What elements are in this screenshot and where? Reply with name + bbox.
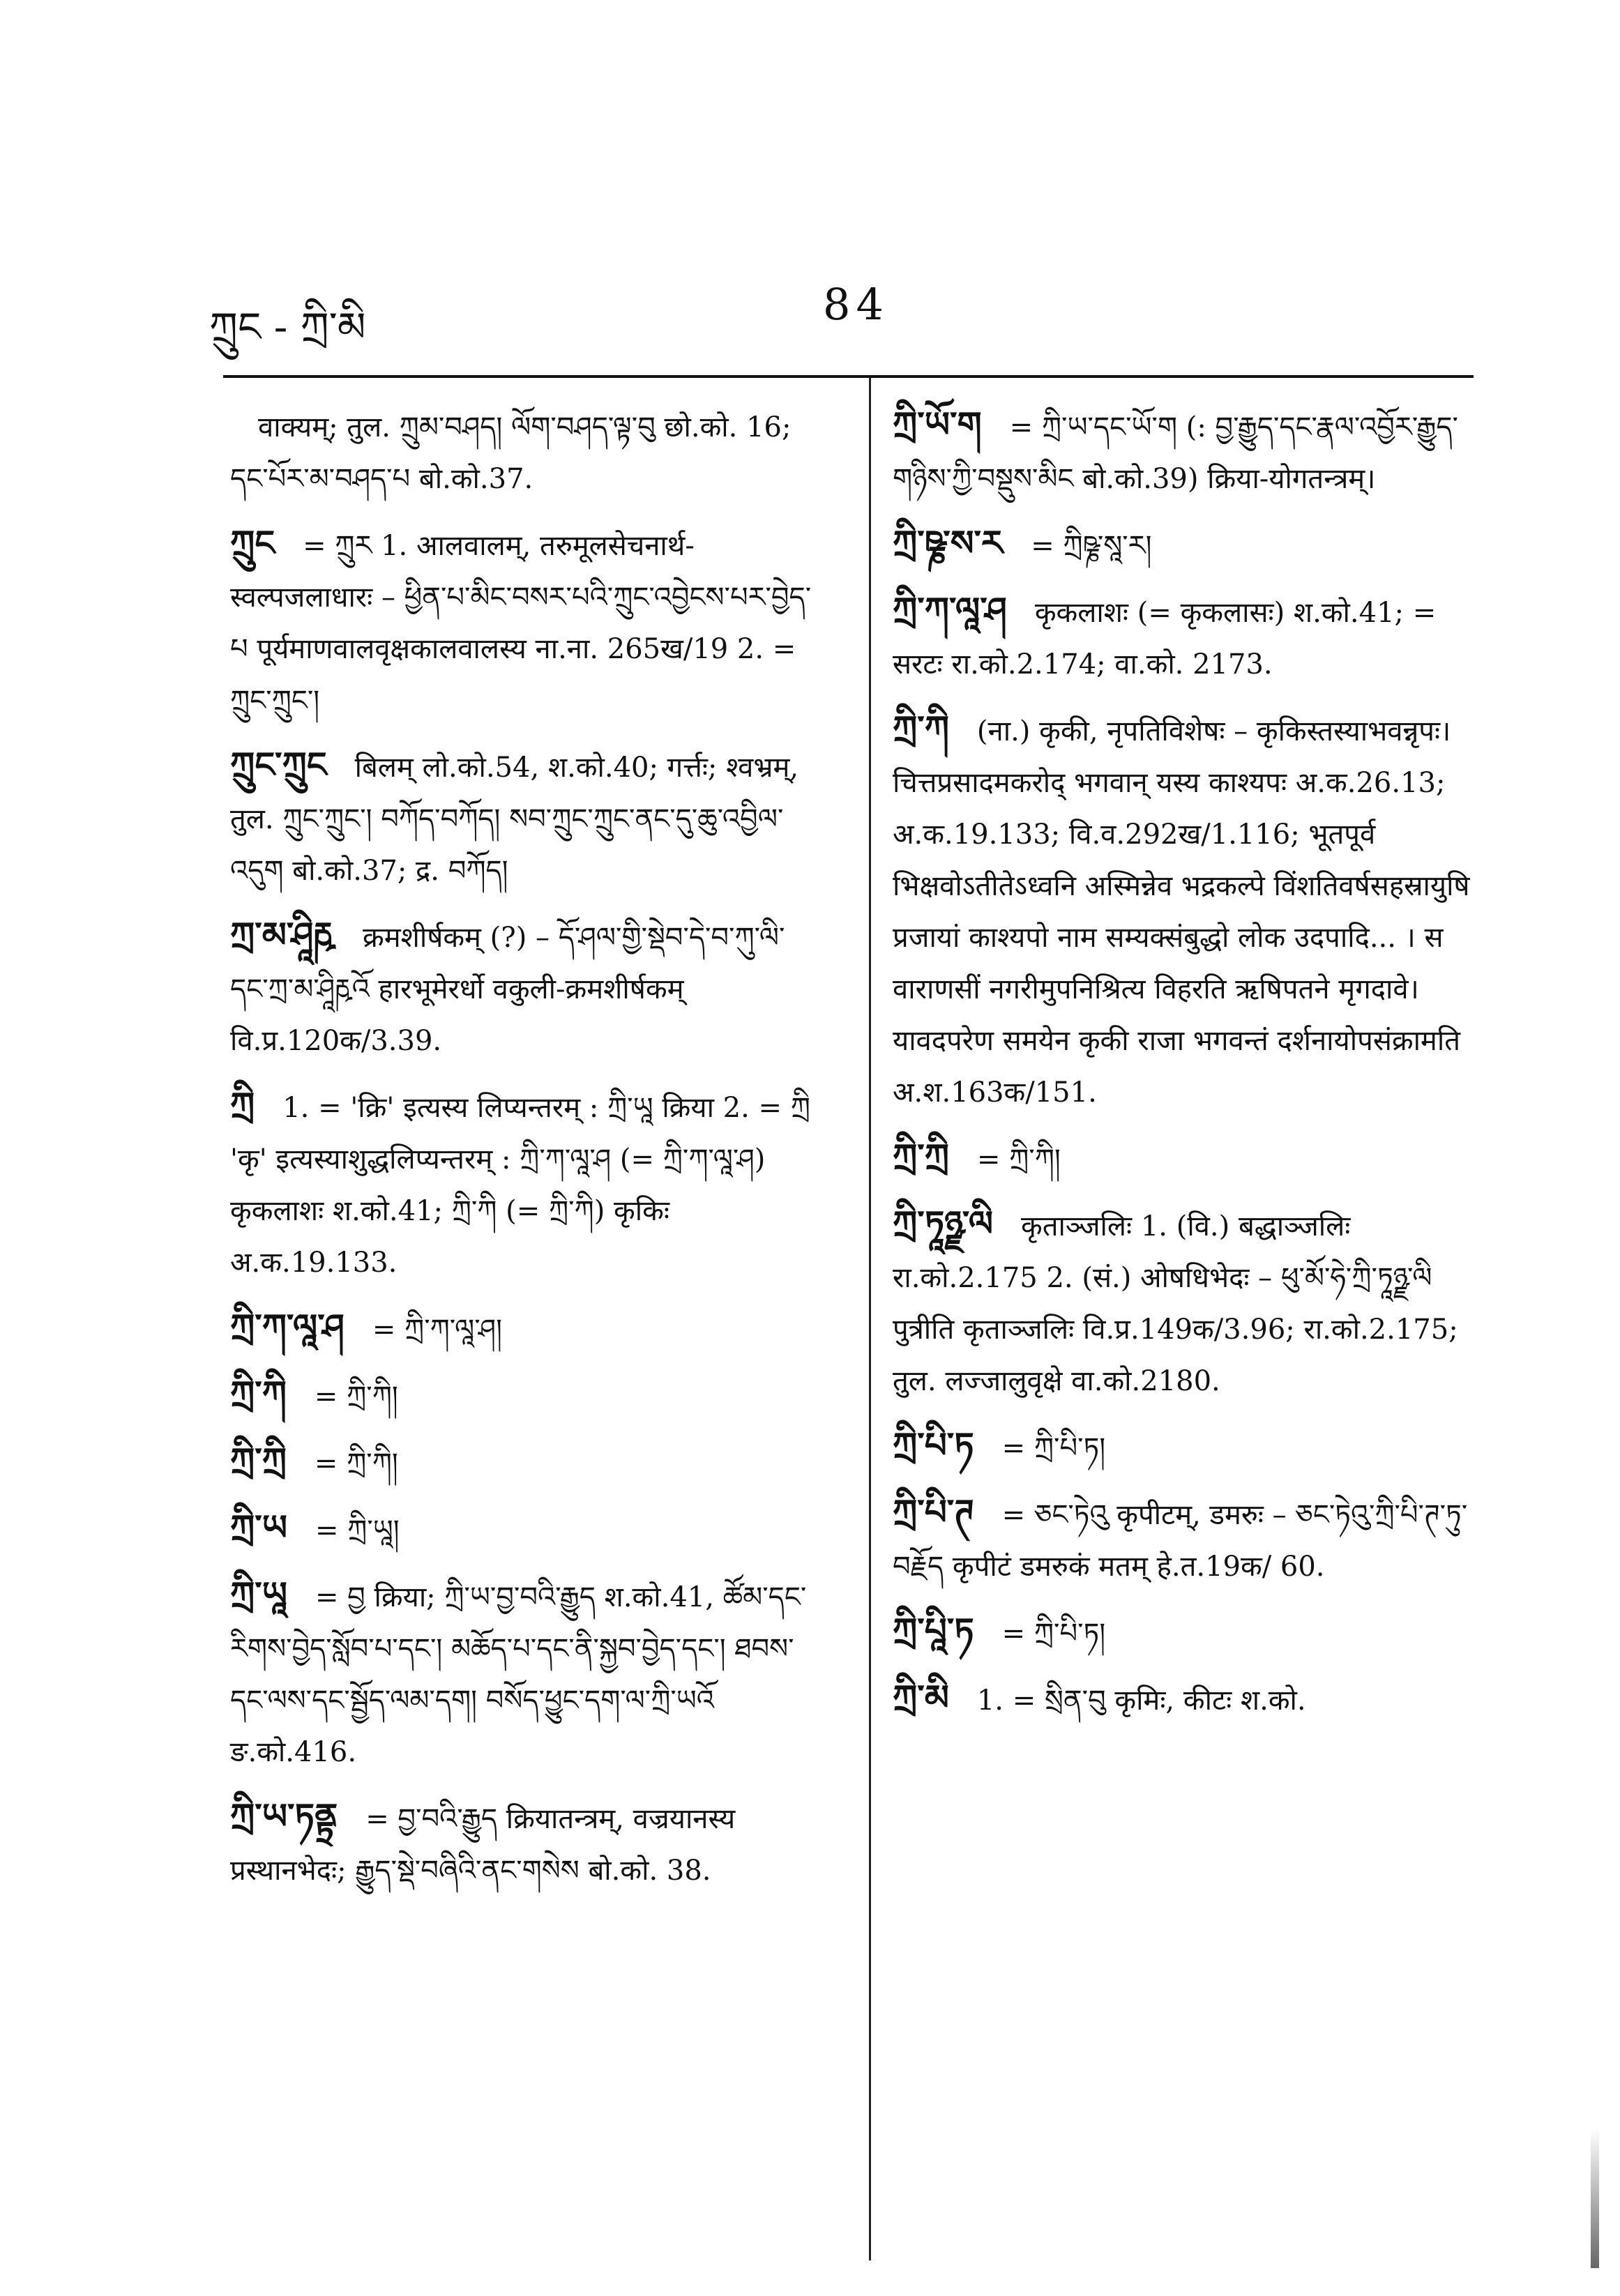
dictionary-entry: [230, 1079, 823, 1288]
entry-text: = ཀྲི་ཀི།: [314, 1381, 398, 1413]
header-rule: [223, 375, 1474, 378]
entry-text: = ཀྲི་ཀི།: [314, 1447, 398, 1480]
headword: ཀྲི་ཥྞ་ས་ར: [893, 522, 1004, 563]
headword: ཀྲུང་ཀྲུང: [230, 744, 327, 785]
headword: ཀྲི་པི་ཏ: [893, 1424, 974, 1466]
right-column: [893, 399, 1485, 1739]
entry-text: = ཀྲུར 1. आलवालम्, तरुमूलसेचनार्थ-स्वल्पजलाधारः – ཕྱིན་པ་མིང་བསར་པའི་ཀྲུང་འབྱེངས་པར་བྱེད་པ पूर्यमाणवालवृक्षकालवालस्य ना.ना. 265ख/19 2. = ཀྲུང་ཀྲུང་།: [230, 530, 812, 717]
scan-edge-mark: [1591, 2129, 1599, 2268]
dictionary-entry: [230, 739, 823, 897]
entry-text: 1. = 'क्रि' इत्यस्य लिप्यन्तरम् : ཀྲི་ཡཱ क्रिया 2. = ཀྲི 'कृ' इत्यस्याशुद्धलिप्यन्तरम् : ཀྲི་ཀ་ལཱ་ཤ (= ཀྲི་ཀ་ལཱ་ཤ) कृकलाशः श.को.41; ཀྲི་ཀི (= ཀྲི་ཀི) कृकिः अ.क.19.133.: [230, 1092, 810, 1279]
headword: ཀྲི་ཀྲི: [893, 1136, 949, 1177]
dictionary-entry: [230, 517, 823, 727]
left-column: [230, 399, 823, 1909]
headword: ཀྲུང: [230, 522, 275, 563]
dictionary-entry: [893, 1487, 1485, 1592]
entry-text: 1. = སྲིན་བུ कृमिः, कीटः श.को.: [976, 1685, 1306, 1717]
dictionary-entry: [230, 399, 823, 505]
headword: ཀྲི་མི: [893, 1677, 949, 1718]
headword: ཀྲི་ཀྲི: [230, 1440, 287, 1481]
entry-text: = ཀྲི་པི་ཏ།: [1001, 1432, 1106, 1464]
entry-text: = ཅང་ཏེའུ कृपीटम्, डमरुः – ཅང་ཏེའུ་ཀྲི་པི་ཊ་ཏུ་བརྗོད कृपीटं डमरुकं मतम् हे.त.19क/ 60.: [893, 1499, 1468, 1583]
headword: ཀྲི: [230, 1084, 255, 1125]
dictionary-entry: [230, 1502, 823, 1556]
entry-text: कृकलाशः (= कृकलासः) श.को.41; = सरटः रा.को.2.174; वा.को. 2173.: [893, 597, 1437, 681]
dictionary-entry: [893, 703, 1485, 1118]
headword: ཀྲི་ཀི: [893, 708, 949, 749]
dictionary-entry: [230, 1791, 823, 1896]
dictionary-entry: [893, 517, 1485, 572]
dictionary-entry: [230, 1301, 823, 1355]
page-number: 84: [823, 279, 889, 330]
entry-text: = ཀྲི་ཡ་དང་ཡོ་ག (: བྱ་རྒྱུད་དང་རྣལ་འབྱོར་རྒྱུད་གཉིས་ཀྱི་བསྡུས་མིང बो.को.39) क्रिया-योगतन्त्रम्।: [893, 411, 1458, 495]
headword: ཀྲི་ཡ་ཏནྟྲ: [230, 1795, 338, 1837]
headword: ཀྲི་ཀ་ལཱ་ཤ: [893, 589, 1007, 630]
dictionary-entry: [893, 1131, 1485, 1185]
dictionary-entry: [893, 1198, 1485, 1407]
entry-text: बिलम् लो.को.54, श.को.40; गर्त्तः; श्वभ्रम्, तुल. ཀྲུང་ཀྲུང་། བཀོད་བཀོད། སབ་ཀྲུང་ཀྲུང་ནང་དུ་ཆུ་འབྱིལ་འདུག बो.को.37; द्र. བཀོད།: [230, 752, 799, 887]
entry-text: = ཀྲི་ཀི།: [976, 1143, 1061, 1176]
running-head: ཀྲུང - ཀྲི་མི: [209, 303, 366, 351]
headword: ཀྲི་ཀི: [230, 1373, 287, 1414]
headword: ཀྲི་ཡོ་ག: [893, 404, 982, 445]
entry-text: = བྱ་བའི་རྒྱུད क्रियातन्त्रम्, वज्रयानस्य प्रस्थानभेदः; རྒྱུད་སྡེ་བཞིའི་ནང་གསེས बो.को. 38.: [230, 1803, 736, 1887]
entry-text: = ཀྲི་ཡཱ།: [315, 1514, 400, 1546]
entry-text: = ཀྲི་ཀ་ལཱ་ཤ།: [372, 1314, 502, 1346]
entry-text: क्रमशीर्षकम् (?) – དོ་ཤལ་གྱི་སྡེབ་དེ་བ་ཀུ་ལི་དང་ཀྲ་མ་ཤཱིརྵའོ हारभूमेरर्धो वकुली-क्रमशीर्षकम् वि.प्र.120क/3.39.: [230, 922, 785, 1057]
headword: ཀྲི་ཏཱཉྫ་ལི: [893, 1203, 993, 1244]
dictionary-entry: [230, 1368, 823, 1422]
dictionary-entry: [893, 399, 1485, 505]
entry-text: = བྱ क्रिया; ཀྲི་ཡ་བྱ་བའི་རྒྱུད श.को.41, ཚོམ་དང་རིགས་བྱེད་སློབ་པ་དང་། མཆོད་པ་དང་ནི་སྐྱབ་བྱེད་དང་། ཐབས་དང་ལས་དང་སྦྱོད་ལམ་དག། བསོད་ཕྱུང་དག་ལ་ཀྲི་ཡའོ ङ.को.416.: [230, 1581, 807, 1768]
dictionary-entry: [893, 1605, 1485, 1659]
dictionary-entry: [893, 584, 1485, 690]
column-divider: [869, 378, 871, 2260]
entry-text: (ना.) कृकी, नृपतिविशेषः – कृकिस्तस्याभवन्नृपः। चित्तप्रसादमकरोद् भगवान् यस्य काश्यपः अ.क.26.13; अ.क.19.133; वि.व.292ख/1.116; भूतपूर्व भिक्षवोऽतीतेऽध्वनि अस्मिन्नेव भद्रकल्पे विंशतिवर्षसहस्रायुषि प्रजायां काश्यपो नाम सम्यक्संबुद्धो लोक उदपादि... । स वाराणसीं नगरीमुपनिश्रित्य विहरति ऋषिपतने मृगदावे। यावदपरेण समयेन कृकी राजा भगवन्तं दर्शनायोपसंक्रामति अ.श.163क/151.: [893, 715, 1470, 1109]
dictionary-entry: [230, 1435, 823, 1489]
headword: ཀྲི་པཱི་ཏ: [893, 1610, 974, 1651]
headword: ཀྲི་ཡ: [230, 1507, 287, 1548]
headword: ཀྲི་པི་ཊ: [893, 1491, 974, 1533]
dictionary-entry: [230, 1569, 823, 1778]
headword: ཀྲ་མ་ཤཱིརྵ: [230, 914, 335, 955]
dictionary-entry: [230, 909, 823, 1067]
entry-text: = ཀྲིཥྞ་སཱ་ར།: [1031, 530, 1152, 562]
headword: ཀྲི་ཀ་ལཱ་ཤ: [230, 1306, 345, 1347]
dictionary-entry: [893, 1672, 1485, 1726]
entry-text: वाक्यम्; तुल. ཀྲུམ་བཤད། ལོག་བཤད་ལྟ་བུ छो.को. 16; དང་པོར་མ་བཤད་པ बो.को.37.: [230, 411, 792, 495]
entry-text: = ཀྲི་པི་ཏ།: [1001, 1618, 1106, 1650]
headword: ཀྲི་ཡཱ: [230, 1574, 287, 1615]
entry-text: कृताञ्जलिः 1. (वि.) बद्धाञ्जलिः रा.को.2.175 2. (सं.) ओषधिभेदः – ཕུ་མོ་ཧེ་ཀྲི་ཏཱཉྫ་ལི पुत्रीति कृताञ्जलिः वि.प्र.149क/3.96; रा.को.2.175; तुल. लज्जालुवृक्षे वा.को.2180.: [893, 1210, 1458, 1397]
dictionary-entry: [893, 1420, 1485, 1474]
